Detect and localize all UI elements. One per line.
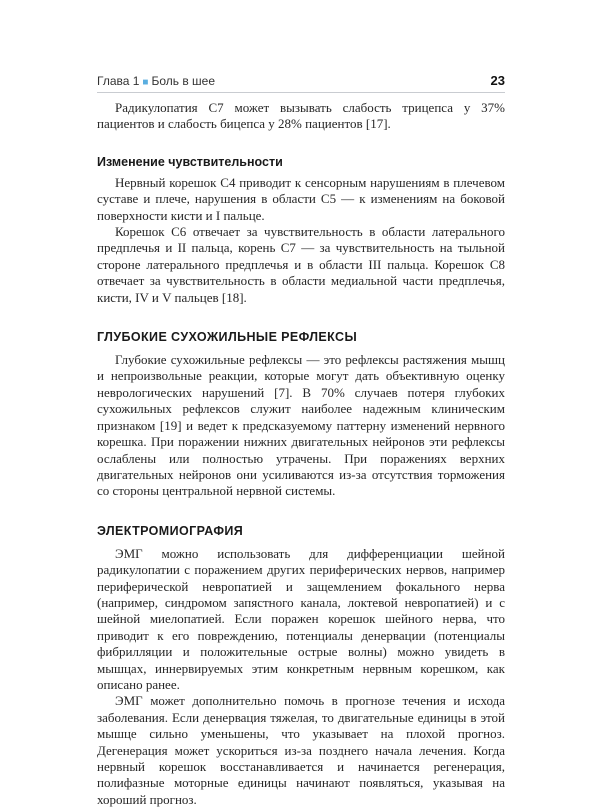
page-number: 23: [490, 73, 505, 88]
emg-paragraph-1: ЭМГ можно использовать для дифференциации шейной радикулопатии с поражением других периферических нервов, например периферической невропатией и защемлением фокального нерва (например, синдромом запястного канала, локтевой невропатией) и с шейной миелопатией. Если поражен корешок шейного нерва, что приводит к его повреждению, потенциалы денервации (потенциалы фибрилляции и положительные острые волны) можно увидеть в мышцах, иннервируемых этим конкретным нервным корешком, как описано ранее.: [97, 545, 505, 692]
chapter-label: [97, 74, 215, 88]
header-divider: [97, 92, 505, 93]
intro-paragraph: Радикулопатия C7 может вызывать слабость трицепса у 37% пациентов и слабость бицепса у 28% пациентов [17].: [97, 100, 505, 132]
header-separator: ■: [142, 77, 149, 88]
sensitivity-paragraph-1: Нервный корешок C4 приводит к сенсорным нарушениям в плечевом суставе и плече, нарушения в области C5 — к изменениям на боковой поверхности кисти и I пальце.: [97, 174, 505, 223]
chapter-number: Глава 1: [97, 74, 140, 88]
sensitivity-paragraph-2: Корешок C6 отвечает за чувствительность в области латерального предплечья и II пальца, корень C7 — за чувствительность на тыльной стороне латерального предплечья и в области III пальца. Корешок C8 отвечает за чувствительность в области медиальной части предплечья, кисти, IV и V пальцев [18].: [97, 224, 505, 305]
reflexes-heading: ГЛУБОКИЕ СУХОЖИЛЬНЫЕ РЕФЛЕКСЫ: [97, 330, 358, 345]
chapter-title: Боль в шее: [151, 74, 216, 88]
sensitivity-heading: Изменение чувствительности: [97, 154, 283, 169]
emg-heading: ЭЛЕКТРОМИОГРАФИЯ: [97, 523, 244, 538]
emg-paragraph-2: ЭМГ может дополнительно помочь в прогнозе течения и исхода заболевания. Если денервация тяжелая, то двигательные единицы в этой мышце сильно уменьшены, что указывает на плохой прогноз. Дегенерация может ускориться из-за позднего начала лечения. Когда нервный корешок восстанавливается и начинается регенерация, полифазные моторные единицы начинают появляться, указывая на хороший прогноз.: [97, 693, 505, 807]
page-body: [97, 100, 505, 808]
reflexes-paragraph: Глубокие сухожильные рефлексы — это рефлексы растяжения мышц и непроизвольные реакции, которые могут дать объективную оценку неврологических нарушений [7]. В 70% случаев потеря глубоких сухожильных рефлексов служит наиболее надежным клиническим признаком [19] и ведет к предсказуемому паттерну изменений нервного корешка. При поражении нижних двигательных нейронов эти рефлексы ослаблены или полностью утрачены. При поражениях верхних двигательных нейронов они усиливаются из-за отсутствия торможения со стороны центральной нервной системы.: [97, 352, 505, 499]
